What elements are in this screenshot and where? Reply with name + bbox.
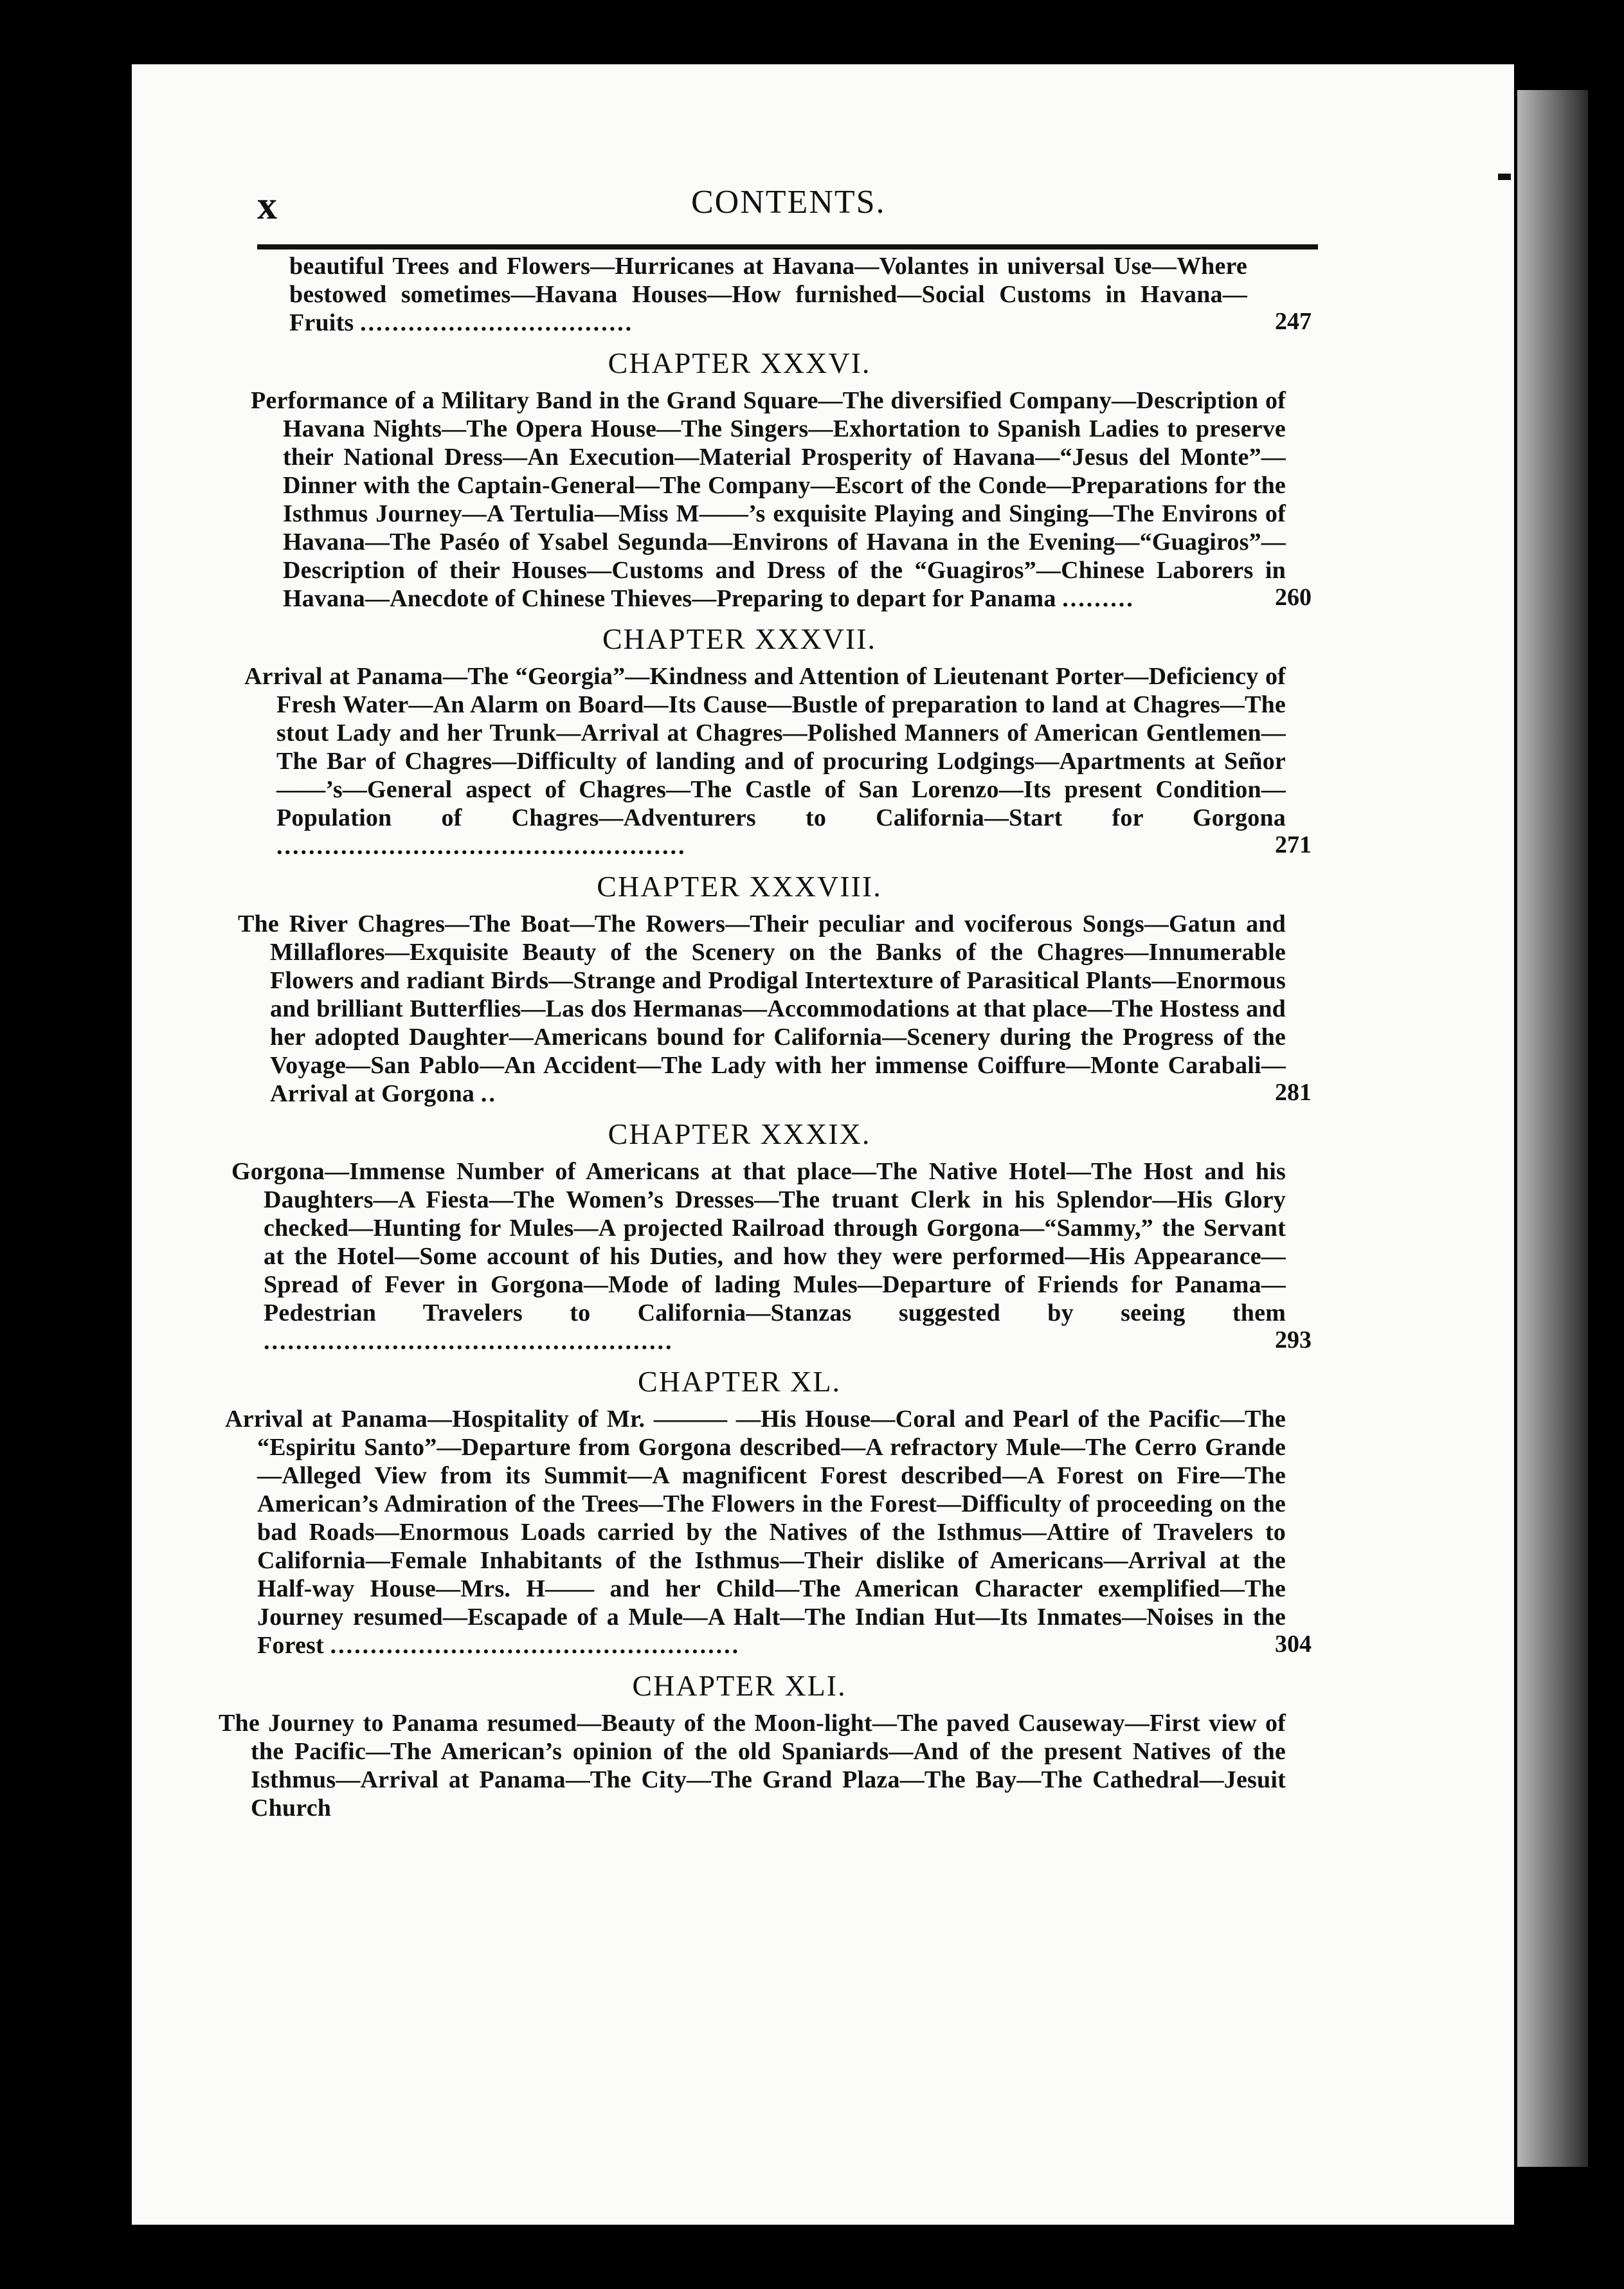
page-folio: x [257,184,277,228]
chapter-heading: CHAPTER XL. [638,1365,841,1398]
entry-text: Arrival at Panama—The “Georgia”—Kindness and Attention of Lieutenant Porter—Deficiency of Fresh Water—An Alarm on Board—Its Cause—Bustle of preparation to land at Chagres—The stout Lady and her Trunk—Arrival at Chagres—Polished Manners of American Gentlemen—The Bar of Chagres—Difficulty of landing and of procuring Lodgings—Apartments at Señor ——’s—General aspect of Chagres—The Castle of San Lorenzo—Its present Condition—Population of Chagres—Adventurers to California—Start for Gorgona ................................................... [244,663,1286,860]
leader-dots: .. [480,1080,497,1107]
leader-dots: ......... [1062,585,1135,612]
contents-body [219,252,1312,1822]
toc-entry [219,1709,1312,1822]
page-number: 260 [1275,584,1312,611]
entry-text: Arrival at Panama—Hospitality of Mr. ——— —His House—Coral and Pearl of the Pacific—The “Espiritu Santo”—Departure from Gorgona described—A refractory Mule—The Cerro Grande—Alleged View from its Summit—A magnificent Forest described—A Forest on Fire—The American’s Admiration of the Trees—The Flowers in the Forest—Difficulty of proceeding on the bad Roads—Enormous Loads carried by the Natives of the Isthmus—Attire of Travelers to California—Female Inhabitants of the Isthmus—Their dislike of Americans—Arrival at the Half-way House—Mrs. H—— and her Child—The American Character exemplified—The Journey resumed—Escapade of a Mule—A Halt—The Indian Hut—Its Inmates—Noises in the Forest ................................................... [225,1406,1286,1659]
leader-dots: ................................................... [276,833,687,860]
chapter-heading: CHAPTER XXXVII. [602,622,877,655]
entry-text: The River Chagres—The Boat—The Rowers—Their peculiar and vociferous Songs—Gatun and Millaflores—Exquisite Beauty of the Scenery on the Banks of the Chagres—Innumerable Flowers and radiant Birds—Strange and Prodigal Intertexture of Parasitical Plants—Enormous and brilliant Butterflies—Las dos Hermanas—Accommodations at that place—The Hostess and her adopted Daughter—Americans bound for California—Scenery during the Progress of the Voyage—San Pablo—An Accident—The Lady with her immense Coiffure—Monte Carabali—Arrival at Gorgona .. [238,910,1286,1107]
chapter-heading: CHAPTER XXXIX. [608,1117,871,1150]
toc-entry [231,910,1312,1108]
entry-text: beautiful Trees and Flowers—Hurricanes at Havana—Volantes in universal Use—Where bestowed sometimes—Havana Houses—How furnished—Social Customs in Havana—Fruits .................................. [289,253,1247,336]
toc-entry [231,662,1312,860]
entry-text: Gorgona—Immense Number of Americans at that place—The Native Hotel—The Host and his Daughters—A Fiesta—The Women’s Dresses—The truant Clerk in his Splendor—His Glory checked—Hunting for Mules—A projected Railroad through Gorgona—“Sammy,” the Servant at the Hotel—Some account of his Duties, and how they were performed—His Appearance—Spread of Fever in Gorgona—Mode of lading Mules—Departure of Friends for Panama—Pedestrian Travelers to California—Stanzas suggested by seeing them ................................................... [231,1158,1286,1355]
toc-entry [231,1157,1312,1355]
leader-dots: ................................................... [264,1328,674,1355]
entry-text: Performance of a Military Band in the Grand Square—The diversified Company—Description of Havana Nights—The Opera House—The Singers—Exhortation to Spanish Ladies to preserve their National Dress—An Execution—Material Prosperity of Havana—“Jesus del Monte”—Dinner with the Captain-General—The Company—Escort of the Conde—Preparations for the Isthmus Journey—A Tertulia—Miss M——’s exquisite Playing and Singing—The Environs of Havana—The Paséo of Ysabel Segunda—Environs of Havana in the Evening—“Guagiros”—Description of their Houses—Customs and Dress of the “Guagiros”—Chinese Laborers in Havana—Anecdote of Chinese Thieves—Preparing to depart for Panama ......... [251,387,1286,612]
page-number: 281 [1275,1079,1312,1106]
page-number: 304 [1275,1631,1312,1658]
margin-mark [1498,174,1511,180]
chapter-heading: CHAPTER XLI. [632,1669,847,1702]
entry-text: The Journey to Panama resumed—Beauty of the Moon-light—The paved Causeway—First view of the Pacific—The American’s opinion of the old Spaniards—And of the present Natives of the Isthmus—Arrival at Panama—The City—The Grand Plaza—The Bay—The Cathedral—Jesuit Church [219,1710,1286,1822]
leader-dots: .................................. [360,309,634,336]
leader-dots: ................................................... [330,1632,741,1659]
toc-entry-continuation [231,252,1312,337]
page-number: 293 [1275,1326,1312,1353]
toc-entry [231,386,1312,613]
toc-entry [225,1405,1312,1660]
chapter-heading: CHAPTER XXXVIII. [597,870,882,903]
chapter-heading: CHAPTER XXXVI. [608,347,871,379]
page-number: 247 [1275,308,1312,335]
running-title: CONTENTS. [691,184,886,221]
header-rule [257,244,1318,249]
page-edge-shadow [1517,90,1588,2167]
page-number: 271 [1275,831,1312,858]
